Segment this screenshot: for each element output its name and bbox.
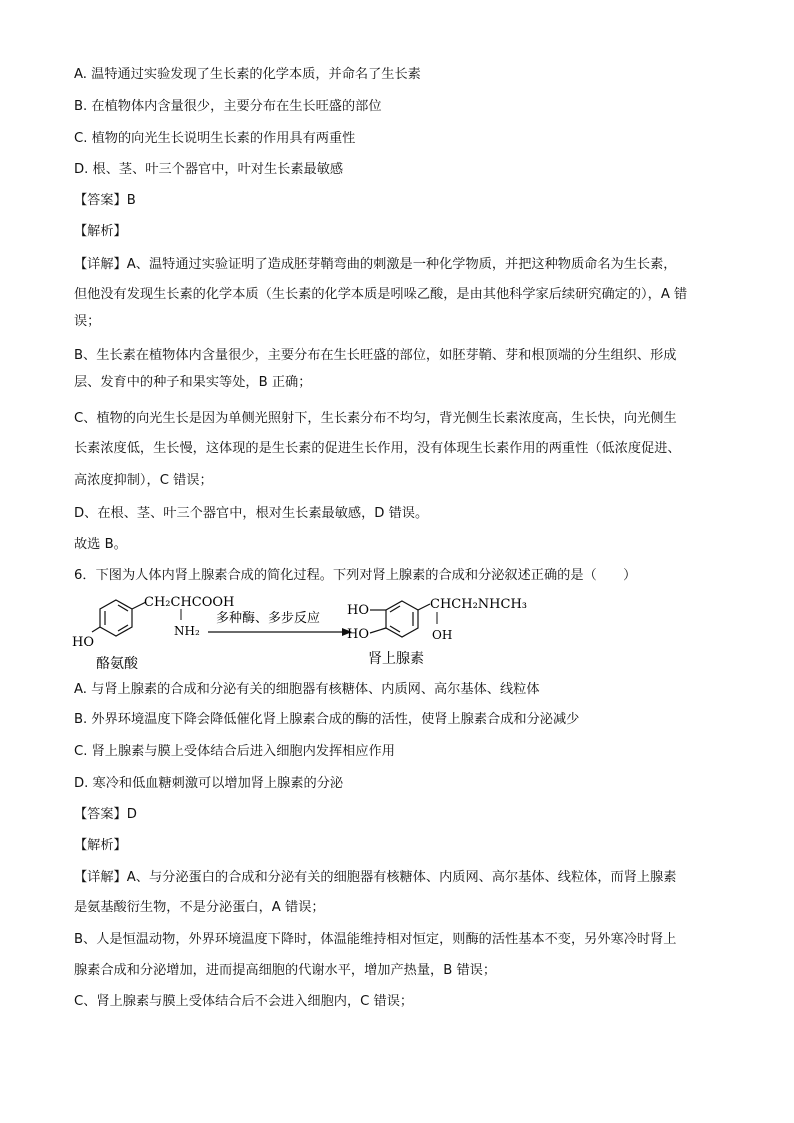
arrow-label: 多种酶、多步反应: [216, 611, 321, 626]
q6-analysis-label: 【解析】: [74, 838, 127, 853]
adrenaline-side-chain: CHCH₂NHCH₃: [430, 597, 527, 612]
tyrosine-side-chain: CH₂CHCOOH: [144, 595, 235, 610]
q5-detail-line: C、植物的向光生长是因为单侧光照射下，生长素分布不均匀，背光侧生长素浓度高，生长快，向光侧生: [74, 411, 677, 426]
q5-detail-line: D、在根、茎、叶三个器官中，根对生长素最敏感，D 错误。: [74, 506, 429, 521]
adrenaline-hydroxyl-2: HO: [347, 627, 369, 642]
detail-text: A、与分泌蛋白的合成和分泌有关的细胞器有核糖体、内质网、高尔基体、线粒体，而肾上腺素: [126, 870, 677, 885]
q5-detail-line: 高浓度抑制），C 错误；: [74, 473, 213, 488]
reaction-arrow-icon: [208, 628, 352, 636]
adrenaline-name: 肾上腺素: [368, 651, 424, 667]
tyrosine-amino-group: NH₂: [174, 624, 200, 638]
q5-option-d: D. 根、茎、叶三个器官中，叶对生长素最敏感: [74, 162, 344, 177]
tyrosine-name: 酪氨酸: [96, 656, 138, 672]
q6-detail-line: [74, 869, 676, 887]
q6-answer: [74, 806, 137, 824]
q6-option-d: D. 寒冷和低血糖刺激可以增加肾上腺素的分泌: [74, 776, 344, 791]
q5-conclusion: 故选 B。: [74, 537, 127, 552]
tyrosine-hydroxyl: HO: [72, 635, 94, 650]
q5-detail-line: 但他没有发现生长素的化学本质（生长素的化学本质是吲哚乙酸，是由其他科学家后续研究确定的），A 错: [74, 287, 688, 302]
adrenaline-hydroxyl-side: OH: [432, 628, 453, 642]
q5-option-a: A. 温特通过实验发现了生长素的化学本质，并命名了生长素: [74, 67, 421, 82]
tyrosine-ring: [92, 600, 146, 636]
q6-option-b: B. 外界环境温度下降会降低催化肾上腺素合成的酶的活性，使肾上腺素合成和分泌减少: [74, 712, 580, 727]
q6-detail-line: C、肾上腺素与膜上受体结合后不会进入细胞内，C 错误；: [74, 994, 414, 1009]
q5-option-b: B. 在植物体内含量很少，主要分布在生长旺盛的部位: [74, 99, 382, 114]
answer-label: 【答案】: [74, 807, 127, 822]
adrenaline-hydroxyl-1: HO: [347, 603, 369, 618]
answer-value: B: [126, 193, 136, 208]
q5-detail-line: B、生长素在植物体内含量很少，主要分布在生长旺盛的部位，如胚芽鞘、芽和根顶端的分生组织、形成: [74, 348, 677, 363]
adrenaline-ring: [370, 601, 430, 637]
detail-label: 【详解】: [74, 257, 127, 272]
q6-option-a: A. 与肾上腺素的合成和分泌有关的细胞器有核糖体、内质网、高尔基体、线粒体: [74, 682, 540, 697]
q5-detail-line: 层、发育中的种子和果实等处，B 正确；: [74, 375, 312, 390]
detail-text: A、温特通过实验证明了造成胚芽鞘弯曲的刺激是一种化学物质，并把这种物质命名为生长素，: [126, 257, 677, 272]
adrenaline-synthesis-diagram: [70, 592, 540, 672]
answer-value: D: [126, 807, 137, 822]
q6-stem: 6．下图为人体内肾上腺素合成的简化过程。下列对肾上腺素的合成和分泌叙述正确的是（ ）: [74, 568, 637, 583]
q6-detail-line: B、人是恒温动物，外界环境温度下降时，体温能维持相对恒定，则酶的活性基本不变，另外寒冷时肾上: [74, 932, 677, 947]
q5-detail-line: [74, 256, 676, 274]
q5-detail-line: 长素浓度低，生长慢，这体现的是生长素的促进生长作用，没有体现生长素作用的两重性（低浓度促进、: [74, 441, 681, 456]
q5-answer: [74, 192, 136, 210]
q6-detail-line: 腺素合成和分泌增加，进而提高细胞的代谢水平，增加产热量，B 错误；: [74, 963, 497, 978]
q5-detail-line: 误；: [74, 314, 101, 329]
q5-analysis-label: 【解析】: [74, 224, 127, 239]
q6-option-c: C. 肾上腺素与膜上受体结合后进入细胞内发挥相应作用: [74, 744, 395, 759]
answer-label: 【答案】: [74, 193, 127, 208]
detail-label: 【详解】: [74, 870, 127, 885]
q6-detail-line: 是氨基酸衍生物，不是分泌蛋白，A 错误；: [74, 900, 325, 915]
q5-option-c: C. 植物的向光生长说明生长素的作用具有两重性: [74, 131, 356, 146]
